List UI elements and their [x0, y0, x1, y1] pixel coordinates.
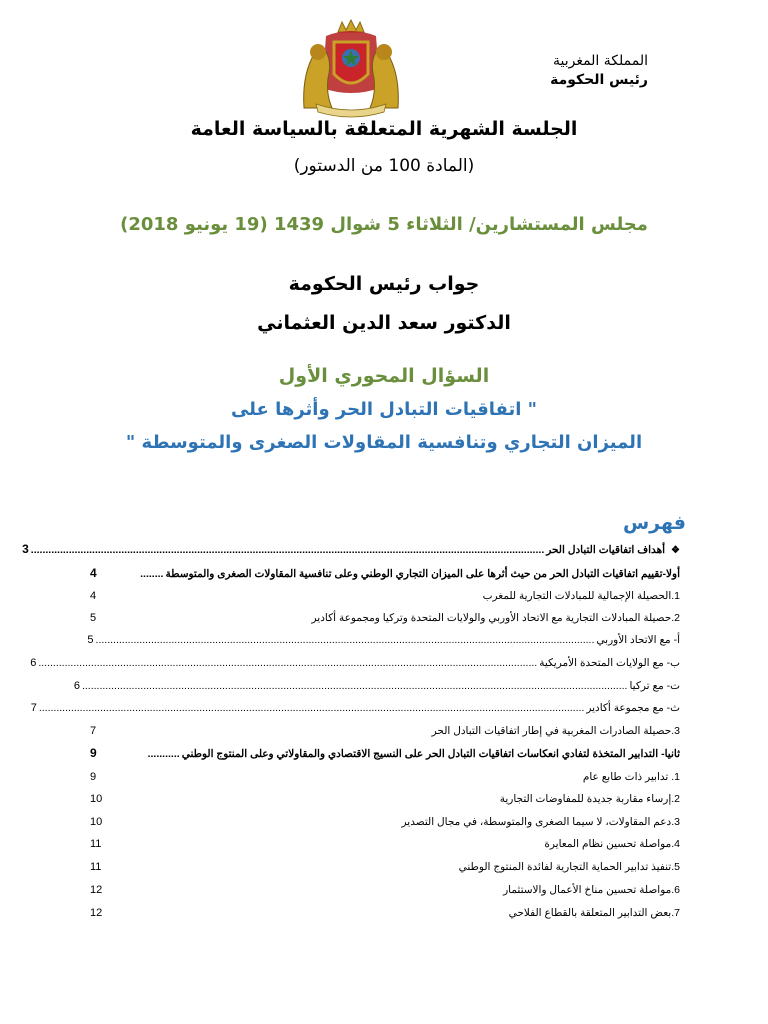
toc-leader-dots: ........................................................................................................................................................................... [38, 657, 538, 669]
toc-leader-dots: ........ [140, 568, 164, 580]
toc-entry-text: 7.بعض التدابير المتعلقة بالقطاع الفلاحي [508, 907, 680, 919]
toc-page-number: 3 [22, 542, 29, 556]
toc-entry[interactable] [90, 584, 680, 602]
question-heading: السؤال المحوري الأول [278, 365, 490, 387]
toc-entry-text: أهداف اتفاقيات التبادل الحر [546, 544, 666, 556]
toc-entry-text: ت- مع تركيا [629, 680, 680, 692]
toc-entry-text: 3.حصيلة الصادرات المغربية في إطار اتفاقيات التبادل الحر [431, 725, 680, 737]
question-text-line2: الميزان التجاري وتنافسية المقاولات الصغرى والمتوسطة " [125, 432, 643, 453]
toc-page-number: 10 [90, 793, 103, 805]
toc-page-number: 7 [30, 702, 37, 714]
toc-page-number: 12 [90, 907, 103, 919]
toc-entry-text: 6.مواصلة تحسين مناخ الأعمال والاستثمار [503, 884, 680, 896]
toc-leader-dots: ........................................................................................................................................................................... [95, 634, 595, 646]
prime-minister-name: الدكتور سعد الدين العثماني [257, 312, 511, 334]
toc-page-number: 5 [87, 634, 94, 646]
toc-title: فهرس [622, 512, 686, 534]
toc-entry-text: ث- مع مجموعة أكادير [586, 702, 680, 714]
toc-entry-text: أ- مع الاتحاد الأوربي [596, 634, 680, 646]
toc-entry-text: 1.الحصيلة الإجمالية للمبادلات التجارية للمغرب [482, 590, 680, 602]
office-name: رئيس الحكومة [550, 72, 648, 88]
toc-page-number: 9 [90, 771, 97, 783]
kingdom-name: المملكة المغربية [552, 53, 648, 69]
toc-entry[interactable] [90, 787, 680, 805]
toc-page-number: 11 [90, 838, 102, 850]
toc-page-number: 7 [90, 725, 97, 737]
toc-entry[interactable] [90, 878, 680, 896]
toc-entry[interactable] [90, 765, 680, 783]
toc-entry[interactable] [90, 901, 680, 919]
toc-entry[interactable] [90, 810, 680, 828]
toc-entry-text: ب- مع الولايات المتحدة الأمريكية [539, 657, 680, 669]
toc-page-number: 6 [73, 680, 80, 692]
document-subtitle: (المادة 100 من الدستور) [293, 156, 475, 176]
toc-entry[interactable] [90, 562, 680, 580]
toc-entry-text: 2.إرساء مقاربة جديدة للمفاوضات التجارية [499, 793, 680, 805]
toc-page-number: 10 [90, 816, 103, 828]
toc-page-number: 11 [90, 861, 102, 873]
toc-page-number: 12 [90, 884, 103, 896]
answer-heading: جواب رئيس الحكومة [288, 273, 480, 295]
question-text-line1: " اتفاقيات التبادل الحر وأثرها على [230, 399, 538, 420]
toc-page-number: 4 [90, 590, 97, 602]
toc-entry[interactable] [73, 674, 680, 692]
toc-entry-text: 1. تدابير ذات طابع عام [582, 771, 680, 783]
toc-leader-dots: ........................................................................................................................................................................................... [38, 702, 585, 714]
toc-page-number: 5 [90, 612, 97, 624]
toc-entry-text: 2.حصيلة المبادلات التجارية مع الاتحاد الأوربي والولايات المتحدة وتركيا ومجموعة أكادير [311, 612, 680, 624]
document-title: الجلسة الشهرية المتعلقة بالسياسة العامة [190, 118, 578, 140]
toc-entry-text: 5.تنفيذ تدابير الحماية التجارية لفائدة المنتوج الوطني [458, 861, 680, 873]
toc-entry[interactable] [90, 719, 680, 737]
toc-entry[interactable] [90, 606, 680, 624]
toc-entry[interactable] [90, 855, 680, 873]
toc-entry[interactable] [30, 651, 680, 669]
toc-entry[interactable] [90, 742, 680, 760]
toc-entry-text: 4.مواصلة تحسين نظام المعايرة [544, 838, 680, 850]
toc-entry-text: 3.دعم المقاولات، لا سيما الصغرى والمتوسطة، في مجال التصدير [401, 816, 680, 828]
toc-leader-dots: ........... [147, 748, 180, 760]
toc-page-number: 9 [90, 746, 97, 760]
diamond-bullet-icon: ❖ [671, 545, 680, 556]
toc-leader-dots: ........................................................................................................................................................................................... [81, 680, 628, 692]
toc-entry[interactable] [22, 538, 680, 556]
toc-page-number: 4 [90, 566, 97, 580]
toc-page-number: 6 [30, 657, 37, 669]
toc-leader-dots: ................................................................................................................................................................................ [30, 544, 545, 556]
toc-entry[interactable] [87, 628, 680, 646]
toc-entry-text: أولا-تقييم اتفاقيات التبادل الحر من حيث أثرها على الميزان التجاري الوطني وعلى تنافسية المقاولات الصغرى والمتوسطة [165, 568, 680, 580]
toc-entry[interactable] [30, 696, 680, 714]
session-info: مجلس المستشارين/ الثلاثاء 5 شوال 1439 (19 يونيو 2018) [120, 214, 648, 235]
toc-entry-text: ثانيا- التدابير المتخذة لتفادي انعكاسات اتفاقيات التبادل الحر على النسيج الاقتصادي والمقاولاتي وعلى المنتوج الوطني [181, 748, 680, 760]
toc-entry[interactable] [90, 832, 680, 850]
coat-of-arms-emblem [298, 18, 404, 118]
government-header [550, 52, 648, 90]
